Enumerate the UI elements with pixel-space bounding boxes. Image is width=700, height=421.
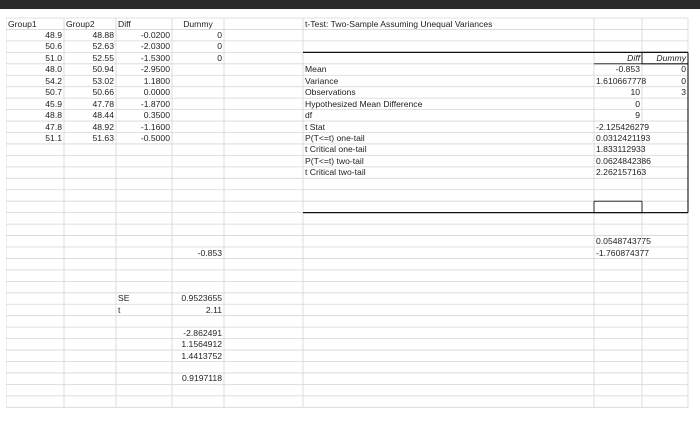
ttest-row-label: P(T<=t) one-tail — [305, 133, 365, 143]
left-table-cell: 48.9 — [45, 29, 62, 40]
left-table-header: Group2 — [66, 18, 95, 29]
ttest-diff-value: 2.262157163 — [596, 167, 647, 178]
ttest-diff-value: 0.0312421193 — [596, 133, 651, 143]
left-table-cell: 50.6 — [45, 41, 62, 52]
left-table-cell: 0.0000 — [143, 87, 170, 98]
computed-value: 1.4413752 — [181, 350, 222, 361]
left-table-cell: 50.7 — [45, 87, 62, 98]
window-top-bar — [0, 0, 700, 9]
left-table-cell: 48.92 — [92, 121, 114, 132]
left-table-cell: 53.02 — [92, 75, 114, 86]
ttest-row-label: Hypothesized Mean Difference — [305, 98, 423, 109]
left-table-cell: 48.88 — [92, 29, 114, 40]
left-table-cell: -1.1600 — [140, 121, 170, 132]
ttest-row-label: Observations — [305, 87, 356, 98]
ttest-col-header: Diff — [627, 52, 640, 63]
ttest-diff-value: 1.833112933 — [596, 144, 646, 155]
left-table-cell: 48.44 — [92, 110, 114, 121]
left-table-cell: -0.0200 — [140, 29, 170, 40]
left-table-cell: 48.0 — [45, 64, 62, 75]
left-table-cell: -1.8700 — [140, 98, 170, 109]
ttest-row-label: df — [305, 110, 313, 121]
left-table-cell: 47.8 — [45, 121, 62, 132]
ttest-col-header: Dummy — [656, 52, 686, 63]
ttest-diff-value: 9 — [635, 110, 640, 121]
left-table-cell: 54.2 — [45, 75, 62, 86]
left-table-cell: 47.78 — [92, 98, 114, 109]
left-table-cell: 50.66 — [92, 87, 114, 98]
left-table-cell: 52.63 — [92, 41, 114, 52]
ttest-diff-value: 0.0624842386 — [596, 155, 651, 166]
left-table-cell: 1.1800 — [143, 75, 170, 86]
se-label: SE — [118, 293, 130, 304]
ttest-row-label: t Critical two-tail — [305, 167, 366, 178]
ttest-diff-value: -0.853 — [615, 64, 640, 75]
left-table-cell: 52.55 — [92, 52, 114, 63]
left-table-cell: 45.9 — [45, 98, 62, 109]
ttest-diff-value: 1.610667778 — [596, 75, 647, 86]
ttest-dummy-value: 3 — [681, 87, 686, 98]
ttest-row-label: Variance — [305, 75, 339, 86]
ttest-diff-value: -2.125426279 — [596, 121, 650, 132]
ttest-title: t-Test: Two-Sample Assuming Unequal Variances — [305, 18, 493, 29]
left-table-cell: 0.3500 — [143, 110, 170, 121]
ttest-row-label: t Critical one-tail — [305, 144, 367, 155]
ttest-dummy-value: 0 — [681, 64, 686, 75]
computed-value: 0.9197118 — [182, 373, 222, 384]
ttest-diff-value: 10 — [630, 87, 640, 98]
left-table-cell: 0 — [217, 41, 222, 52]
se-value: 0.9523655 — [181, 293, 222, 304]
computed-value: -2.862491 — [183, 327, 222, 338]
left-table-header: Group1 — [8, 18, 37, 29]
ttest-dummy-value: 0 — [681, 75, 686, 86]
left-table-cell: -2.0300 — [140, 41, 170, 52]
left-table-cell: -0.5000 — [140, 133, 170, 143]
extra-right-value: -1.760874377 — [596, 247, 650, 258]
left-table-cell: 51.1 — [45, 133, 62, 143]
spreadsheet[interactable] — [6, 16, 694, 413]
left-table-cell: 0 — [217, 52, 222, 63]
left-table-cell: 48.8 — [45, 110, 62, 121]
ttest-row-label: Mean — [305, 64, 327, 75]
left-table-cell: 0 — [217, 29, 222, 40]
ttest-row-label: t Stat — [305, 121, 326, 132]
left-table-header: Dummy — [183, 18, 213, 29]
left-table-cell: 51.0 — [45, 52, 62, 63]
extra-right-value: 0.0548743775 — [596, 236, 651, 247]
computed-value: 1.1564912 — [181, 339, 222, 350]
ttest-row-label: P(T<=t) two-tail — [305, 155, 364, 166]
ttest-diff-value: 0 — [635, 98, 640, 109]
left-table-cell: 51.63 — [92, 133, 114, 143]
left-table-cell: 50.94 — [92, 64, 114, 75]
t-value: 2.11 — [205, 304, 222, 315]
mean-diff-cell: -0.853 — [197, 247, 222, 258]
left-table-cell: -2.9500 — [140, 64, 170, 75]
left-table-header: Diff — [118, 18, 131, 29]
left-table-cell: -1.5300 — [140, 52, 170, 63]
t-label: t — [118, 304, 121, 315]
